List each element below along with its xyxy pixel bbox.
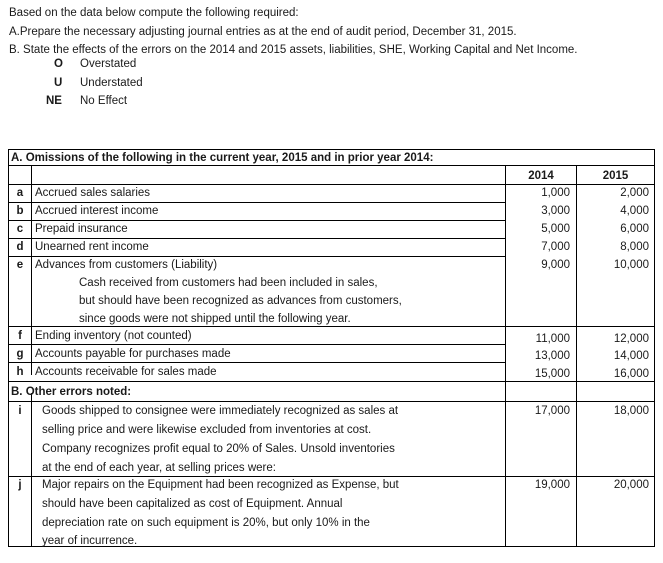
row-letter: i: [18, 405, 22, 417]
item-note: Cash received from customers had been included in sales,: [79, 277, 378, 289]
value-2015: 20,000: [613, 479, 649, 491]
instructions: [9, 4, 578, 60]
row-letter: g: [16, 348, 24, 360]
row-letter: h: [16, 366, 24, 378]
legend-item: [46, 92, 143, 111]
value-2014: 19,000: [534, 479, 570, 491]
value-2014: 11,000: [535, 333, 570, 345]
value-2014: 5,000: [541, 223, 570, 235]
row-letter: b: [16, 205, 24, 217]
value-2015: 14,000: [613, 350, 649, 362]
value-2015: 16,000: [613, 368, 649, 380]
row-letter: c: [16, 223, 24, 235]
legend-code: U: [54, 76, 63, 89]
item-description: Accrued interest income: [35, 205, 159, 217]
item-description: Advances from customers (Liability): [35, 259, 218, 271]
value-2015: 2,000: [620, 187, 649, 199]
instruction-line-3: B. State the effects of the errors on the 2014 and 2015 assets, liabilities, SHE, Working Capital and Net Income.: [9, 44, 578, 57]
item-description: Accounts receivable for sales made: [35, 366, 217, 378]
value-2015: 6,000: [620, 223, 649, 235]
value-2015: 4,000: [620, 205, 649, 217]
value-2014: 1,000: [541, 187, 570, 199]
row-letter: e: [16, 259, 24, 271]
item-description: Accounts payable for purchases made: [35, 348, 231, 360]
item-description: Ending inventory (not counted): [35, 330, 192, 342]
item-description: depreciation rate on such equipment is 20%, but only 10% in the: [42, 517, 370, 529]
legend-item: [46, 74, 143, 93]
item-description: Company recognizes profit equal to 20% of Sales. Unsold inventories: [42, 443, 395, 455]
item-description: selling price and were likewise excluded from inventories at cost.: [42, 424, 372, 436]
section-a-title: A. Omissions of the following in the current year, 2015 and in prior year 2014:: [9, 150, 654, 166]
instruction-line-1: Based on the data below compute the following required:: [9, 7, 299, 19]
item-description: Goods shipped to consignee were immediately recognized as sales at: [42, 405, 399, 417]
value-2014: 15,000: [534, 368, 570, 380]
item-description: at the end of each year, at selling prices were:: [42, 462, 276, 474]
year-2015-header: 2015: [602, 170, 629, 182]
value-2014: 3,000: [541, 205, 570, 217]
item-description: Unearned rent income: [35, 241, 149, 253]
value-2015: 10,000: [613, 259, 649, 271]
legend-label: No Effect: [80, 95, 128, 108]
item-note: but should have been recognized as advances from customers,: [79, 295, 402, 307]
row-letter: f: [18, 330, 22, 342]
item-description: Major repairs on the Equipment had been recognized as Expense, but: [42, 479, 399, 491]
item-description: year of incurrence.: [42, 535, 138, 547]
legend-code: O: [54, 58, 63, 70]
row-divider: [9, 381, 654, 382]
value-2014: 9,000: [541, 259, 570, 271]
value-2014: 13,000: [534, 350, 570, 362]
value-2015: 12,000: [613, 333, 649, 345]
value-2015: 8,000: [620, 241, 649, 253]
row-letter: a: [16, 187, 24, 199]
legend-item: [46, 55, 143, 74]
legend: [46, 55, 143, 111]
value-2015: 18,000: [613, 405, 649, 417]
value-2014: 17,000: [534, 405, 570, 417]
item-description: Accrued sales salaries: [35, 187, 151, 199]
item-note: since goods were not shipped until the following year.: [79, 313, 351, 325]
instruction-line-2: A.Prepare the necessary adjusting journal entries as at the end of audit period, December 31, 2015.: [9, 25, 517, 38]
item-description: Prepaid insurance: [35, 223, 128, 235]
legend-label: Overstated: [80, 58, 137, 70]
section-b-title: B. Other errors noted:: [11, 386, 132, 398]
legend-label: Understated: [80, 76, 143, 89]
item-description: should have been capitalized as cost of Equipment. Annual: [42, 498, 343, 510]
legend-code: NE: [46, 95, 62, 108]
value-2014: 7,000: [541, 241, 570, 253]
errors-table: [8, 149, 655, 547]
year-2014-header: 2014: [528, 170, 554, 182]
row-letter: d: [16, 241, 24, 253]
column-divider: [31, 393, 32, 547]
row-letter: j: [18, 479, 22, 491]
